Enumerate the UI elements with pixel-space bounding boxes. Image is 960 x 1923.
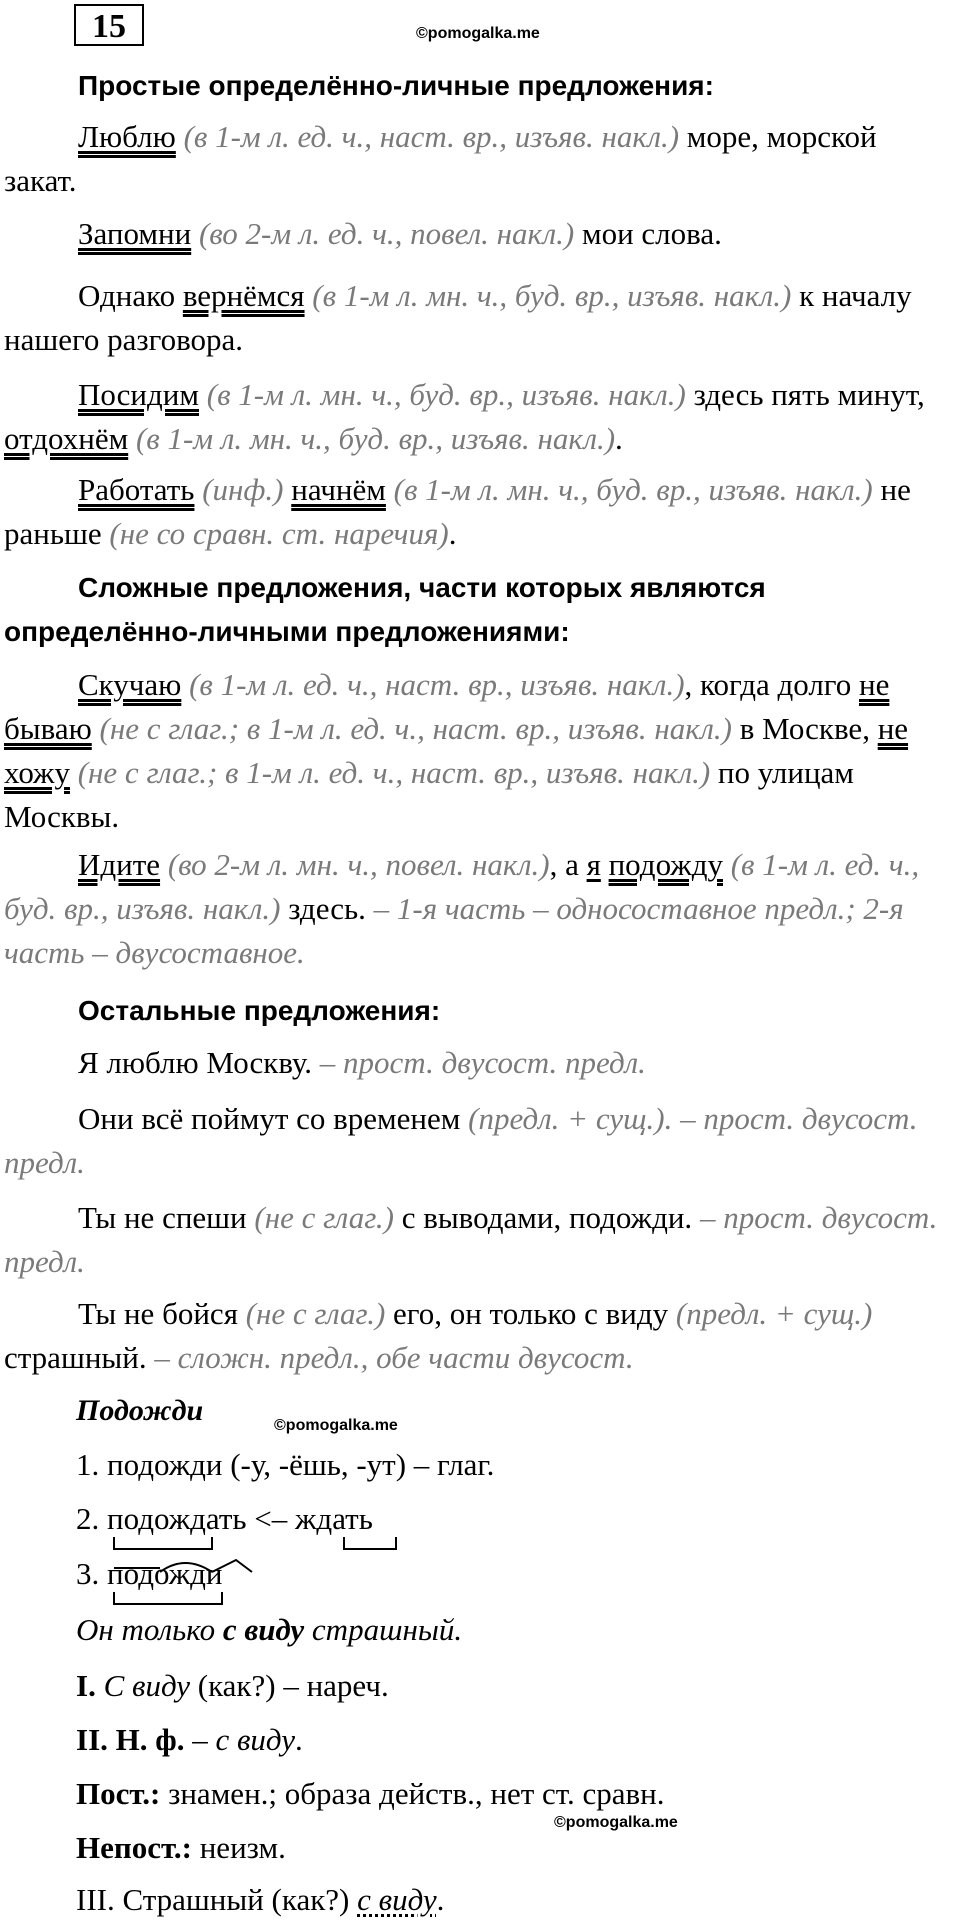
parse-step-2: II. Н. ф. – с виду. xyxy=(76,1722,303,1757)
text: знамен.; образа действ., нет ст. сравн. xyxy=(160,1776,665,1811)
text: страшный. xyxy=(304,1612,463,1647)
note: (предл. + сущ.). – прост. двусост. предл. xyxy=(4,1101,918,1180)
note: (не с глаг.) xyxy=(254,1200,394,1235)
parse-step-1 xyxy=(76,1664,389,1708)
word: с виду xyxy=(222,1612,305,1647)
note: (инф.) xyxy=(202,472,284,507)
list-item-3 xyxy=(76,1552,222,1596)
text: Я люблю Москву. xyxy=(78,1045,313,1080)
word: ждать xyxy=(295,1501,373,1536)
text: его, он только с виду xyxy=(385,1296,676,1331)
text: Ты не бойся xyxy=(78,1296,246,1331)
text: , когда долго xyxy=(684,667,859,702)
predicate: Люблю xyxy=(78,119,176,154)
note: (не с глаг.; в 1-м л. ед. ч., наст. вр., изъяв. накл.) xyxy=(77,755,711,790)
note: – сложн. предл., обе части двусост. xyxy=(146,1340,634,1375)
text: Непост.: xyxy=(76,1830,192,1865)
predicate: вернёмся xyxy=(182,278,305,313)
list-item-1: 1. подожди (-у, -ёшь, -ут) – глаг. xyxy=(76,1447,495,1482)
predicate: Работать xyxy=(78,472,195,507)
predicate: Запомни xyxy=(78,216,192,251)
text: . xyxy=(436,1882,445,1917)
predicate: отдохнём xyxy=(4,421,129,456)
text: страшный. xyxy=(4,1340,147,1375)
text: по улицам Москвы. xyxy=(4,755,854,834)
text: . xyxy=(448,516,457,551)
text: здесь пять минут, xyxy=(685,377,925,412)
example-sentence xyxy=(76,1608,462,1652)
note: (в 1-м л. мн. ч., буд. вр., изъяв. накл.) xyxy=(206,377,686,412)
predicate: Идите xyxy=(78,847,161,882)
text: Пост.: xyxy=(76,1776,161,1811)
text: . xyxy=(615,421,623,456)
predicate: начнём xyxy=(291,472,386,507)
text: III. Страшный (как?) xyxy=(76,1882,358,1917)
root-bracket-icon xyxy=(114,1537,212,1549)
text: в Москве, xyxy=(731,711,878,746)
text: I. xyxy=(76,1668,104,1703)
note: (в 1-м л. мн. ч., буд. вр., изъяв. накл.) xyxy=(312,278,792,313)
exercise-number: 15 xyxy=(74,4,144,46)
text: с выводами, подожди. xyxy=(393,1200,693,1235)
heading-simple: Простые определённо-личные предложения: xyxy=(78,70,714,101)
text: , а xyxy=(549,847,587,882)
parse-word-heading: Подожди xyxy=(76,1394,204,1427)
word: с виду xyxy=(357,1882,437,1917)
note: (не с глаг.) xyxy=(245,1296,386,1331)
note: – 1-я часть – односоставное предл.; 2-я часть – двусоставное. xyxy=(4,891,904,970)
text: – xyxy=(184,1722,216,1757)
text: к началу нашего разговора. xyxy=(4,278,912,357)
text: море, морской закат. xyxy=(4,119,877,198)
predicate: не бываю xyxy=(4,667,890,746)
text: здесь. xyxy=(280,891,366,926)
note: (предл. + сущ.) xyxy=(675,1296,873,1331)
text: 3. xyxy=(76,1556,107,1591)
text: Ты не спеши xyxy=(78,1200,255,1235)
text: (как?) – нареч. xyxy=(190,1668,389,1703)
heading-other: Остальные предложения: xyxy=(78,995,441,1026)
text: 2. xyxy=(76,1501,107,1536)
text: неизм. xyxy=(191,1830,286,1865)
predicate: Посидим xyxy=(78,377,199,412)
text: II. Н. ф. xyxy=(76,1722,185,1757)
text: Он только xyxy=(76,1612,223,1647)
note: (в 1-м л. ед. ч., наст. вр., изъяв. накл.) xyxy=(183,119,680,154)
predicate: не хожу xyxy=(4,711,909,790)
parse-step-var xyxy=(76,1826,286,1870)
text: не раньше xyxy=(4,472,911,551)
watermark: ©pomogalka.me xyxy=(554,1814,678,1831)
note: (в 1-м л. ед. ч., наст. вр., изъяв. накл.) xyxy=(189,667,685,702)
note: (во 2-м л. мн. ч., повел. накл.) xyxy=(167,847,550,882)
subject: я xyxy=(586,847,601,882)
predicate: Скучаю xyxy=(78,667,182,702)
text: мои слова. xyxy=(574,216,722,251)
note: (в 1-м л. мн. ч., буд. вр., изъяв. накл.) xyxy=(393,472,873,507)
text: Они всё поймут со временем xyxy=(78,1101,469,1136)
word: подождать xyxy=(107,1501,247,1536)
text: Однако xyxy=(78,278,183,313)
note: (не со сравн. ст. наречия) xyxy=(109,516,449,551)
text: <– xyxy=(246,1501,296,1536)
note: – прост. двусост. предл. xyxy=(4,1200,938,1279)
word: С виду xyxy=(103,1668,190,1703)
word: подожди xyxy=(107,1556,223,1591)
root-bracket-icon xyxy=(344,1537,396,1549)
heading-complex: Сложные предложения, части которых являются определённо-личными предложениями: xyxy=(4,572,766,647)
note: (во 2-м л. ед. ч., повел. накл.) xyxy=(198,216,575,251)
note: (в 1-м л. мн. ч., буд. вр., изъяв. накл.) xyxy=(135,421,616,456)
note: – прост. двусост. предл. xyxy=(312,1045,646,1080)
parse-step-3 xyxy=(76,1878,444,1922)
word: с виду xyxy=(215,1722,295,1757)
note: (не с глаг.; в 1-м л. ед. ч., наст. вр., изъяв. накл.) xyxy=(99,711,732,746)
predicate: подожду xyxy=(608,847,723,882)
watermark: ©pomogalka.me xyxy=(274,1417,398,1434)
parse-step-const xyxy=(76,1772,665,1816)
note: (в 1-м л. ед. ч., буд. вр., изъяв. накл.) xyxy=(4,847,920,926)
watermark: ©pomogalka.me xyxy=(416,25,540,42)
